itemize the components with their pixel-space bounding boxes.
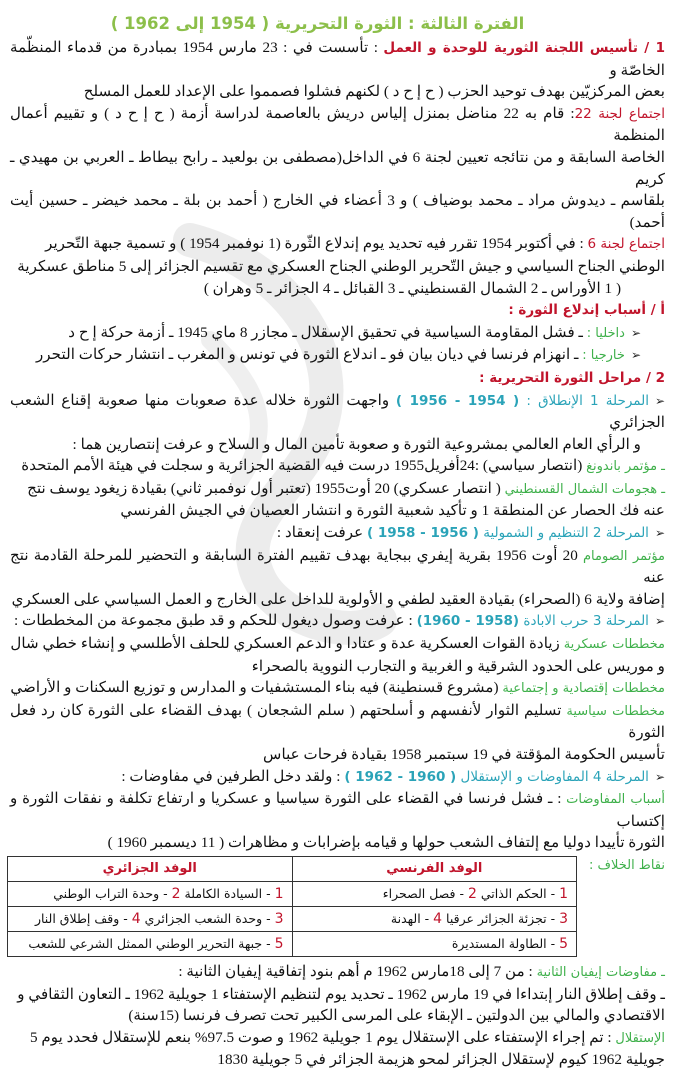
- military-plans-label: مخططات عسكرية: [563, 637, 665, 653]
- stage1-years: ( 1954 - 1956 ): [395, 392, 520, 409]
- point-number: 4: [433, 910, 443, 927]
- causes-heading-line: [10, 299, 665, 322]
- negotiation-reasons-label: أسباب المفاوضات: [566, 792, 665, 808]
- stage4-line: ➢المرحلة 4 المفاوضات و الإستقلال ( 1960 - 1962 ) : ولقد دخل الطرفين في مفاوضات :: [121, 767, 665, 785]
- point-text: - وحدة التراب الوطني: [53, 885, 172, 901]
- arrow-bullet-icon: ➢: [654, 769, 665, 784]
- section1-heading: 1 / تأسيس اللجنة الثورية للوحدة و العمل: [383, 40, 665, 56]
- meeting22-line1: اجتماع لجنة 22: قام به 22 مناضل بمنزل إلياس دريش بالعاصمة لدراسة أزمة ( ح إ ح د ) و تقييم أعمال المنظمة: [10, 104, 665, 145]
- point-number: 5: [274, 935, 284, 952]
- table-row: [8, 906, 577, 931]
- political-plans-line: مخططات سياسية تسليم الثوار لأنفسهم و أسلحتهم ( سلم الشجعان ) بهدف القضاء على الثورة كان رد فعل الثورة: [10, 701, 666, 742]
- table-header-row: [8, 856, 577, 881]
- meeting22-line2: الخاصة السابقة و من نتائجه تعيين لجنة 6 في الداخل(مصطفى بن بولعيد ـ رابح بيطاط ـ العربي بن مهيدي ـ كريم: [10, 148, 665, 188]
- evian-label: ـ مفاوضات إيفيان الثانية: [536, 964, 665, 980]
- bandung-label: ـ مؤتمر باندونغ: [586, 459, 665, 475]
- point-number: 5: [559, 935, 568, 952]
- military-plans-line2: و موريس على الحدود الشرقية و الغربية و التجارب النووية بالصحراء: [251, 657, 665, 675]
- meeting6-line2: الوطني الجناح السياسي و جيش التّحرير الوطني الجناح العسكري مع تقسيم الجزائر إلى 5 مناطق عسكرية: [17, 257, 665, 275]
- external-label: خارجيا :: [582, 348, 625, 364]
- stage3-label: المرحلة 3 حرب الابادة: [519, 613, 649, 630]
- point-number: 3: [559, 910, 568, 927]
- arrow-bullet-icon: ➢: [630, 348, 641, 363]
- soummam-line2: إضافة ولاية 6 (الصحراء) بقيادة العقيد لطفي و الأولوية للداخل على الخارج و العمل السياسي على العسكري: [11, 590, 665, 608]
- point-number: 1: [274, 885, 284, 902]
- point-text: - الحكم الذاتي: [476, 885, 560, 901]
- soummam-label: مؤتمر الصومام: [582, 548, 665, 564]
- algerian-point-cell: [8, 906, 293, 931]
- page-title: الفترة الثالثة : الثورة التحريرية ( 1954 إلى 1962 ): [110, 14, 525, 33]
- north-constantine-line: ـ هجومات الشمال القسنطيني ( انتصار عسكري) 20 أوت1955 (تعتبر أول نوفمبر ثاني) بقيادة زيغود يوسف نتج: [27, 479, 665, 497]
- causes-heading: أ / أسباب إندلاع الثورة :: [508, 302, 665, 319]
- stage3-years: (1958 - 1960): [416, 613, 520, 630]
- bandung-line: ـ مؤتمر باندونغ (انتصار سياسي) :24أفريل1955 درست فيه القضية الجزائرية و سجلت في هيئة الأمم المتحدة: [21, 457, 665, 475]
- independence-label: الإستقلال: [615, 1030, 665, 1046]
- political-plans-line2: تأسيس الحكومة المؤقتة في 19 سبتمبر 1958 بقيادة فرحات عباس: [262, 746, 665, 763]
- point-text: - تجزئة الجزائر عرقيا: [442, 910, 560, 926]
- negotiation-reasons-line: أسباب المفاوضات : ـ فشل فرنسا في القضاء على الثورة سياسيا و عسكريا و ارتفاع تكلفة و نفقات الثورة و إكتساب: [10, 790, 665, 830]
- economic-plans-line: مخططات إقتصادية و إجتماعية (مشروع قسنطينة) فيه بناء المستشفيات و المدارس و توزيع السكنات و الأراضي: [10, 679, 665, 697]
- stage4-label: المرحلة 4 المفاوضات و الإستقلال: [456, 768, 649, 785]
- negotiation-reasons-line2: الثورة تأييدا دوليا مع إلتفاف الشعب حولها و قيامه بإضرابات و مظاهرات ( 11 ديسمبر 1960 ): [107, 834, 665, 852]
- stage2-line: ➢المرحلة 2 التنظيم و الشمولية ( 1956 - 1958 ) عرفت إنعقاد :: [276, 524, 665, 542]
- algerian-point-cell: [8, 881, 293, 906]
- table-row: [8, 931, 577, 956]
- arrow-bullet-icon: ➢: [654, 526, 665, 541]
- disagreement-table: [7, 856, 577, 957]
- point-text: - وحدة الشعب الجزائري: [140, 910, 275, 926]
- meeting6-line3: ( 1 الأوراس ـ 2 الشمال القسنطيني ـ 3 القبائل ـ 4 الجزائر ـ 5 وهران ): [203, 279, 621, 297]
- point-text: - فصل الصحراء: [382, 885, 468, 901]
- point-text: - جبهة التحرير الوطني الممثل الشرعي للشعب: [28, 935, 275, 951]
- north-constantine-label: ـ هجومات الشمال القسنطيني: [504, 481, 665, 497]
- table-row: [8, 881, 577, 906]
- stage1-line2: و الرأي العام العالمي بمشروعية الثورة و صعوبة تأمين المال و السلاح و عرفت إنتصارين هما :: [72, 435, 641, 453]
- point-number: 2: [467, 885, 477, 902]
- independence-line: الإستقلال : تم إجراء الإستفتاء على الإستقلال يوم 1 جويلية 1962 و صوت 97.5% بنعم للإستقلال فحدد يوم 5: [30, 1028, 665, 1046]
- independence-line2: جويلية 1962 كيوم لإستقلال الجزائر لمحو هزيمة الجزائر في 5 جويلية 1830: [217, 1051, 665, 1069]
- stages-heading: 2 / مراحل الثورة التحريرية :: [479, 369, 665, 386]
- french-point-cell: [292, 931, 577, 956]
- point-number: 1: [559, 885, 568, 902]
- disagreement-section: [10, 856, 665, 957]
- header-algerian-delegation: الوفد الجزائري: [8, 856, 293, 881]
- point-text: - الهدنة: [390, 910, 434, 926]
- stage3-line: ➢المرحلة 3 حرب الابادة (1958 - 1960) : عرفت وصول ديغول للحكم و قد طبق مجموعة من المخططات :: [14, 612, 665, 630]
- header-french-delegation: الوفد الفرنسي: [292, 856, 577, 881]
- soummam-line: مؤتمر الصومام 20 أوت 1956 بقرية إيفري ببجاية بهدف تقييم الفترة السابقة و التحضير للمرحلة القادمة نتج عنه: [10, 546, 665, 587]
- arrow-bullet-icon: ➢: [630, 325, 641, 340]
- meeting6-line1: اجتماع لجنة 6 : في أكتوبر 1954 تقرر فيه تحديد يوم إندلاع الثّورة (1 نوفمبر 1954 ) و تسمية جبهة التّحرير: [45, 235, 665, 253]
- arrow-bullet-icon: ➢: [654, 614, 665, 629]
- french-point-cell: [292, 906, 577, 931]
- causes-internal: ➢داخليا : ـ فشل المقاومة السياسية في تحقيق الإسقلال ـ مجازر 8 ماي 1945 ـ أزمة حركة إ ح د: [68, 323, 641, 341]
- french-point-cell: [292, 881, 577, 906]
- evian-line3: الاقتصادي والمالي بين الدولتين ـ الإبقاء على المرسى الكبير تحت تصرف فرنسا (15سنة): [128, 1007, 665, 1025]
- algerian-point-cell: [8, 931, 293, 956]
- disagreement-label: نقاط الخلاف :: [588, 857, 665, 873]
- stage2-label: المرحلة 2 التنظيم و الشمولية: [478, 525, 649, 542]
- evian-line2: ـ وقف إطلاق النار إبتداءا في 19 مارس 1962 ـ تحديد يوم لتنظيم الإستفتاء 1 جويلية 1962 ـ التعاون الثقافي و: [17, 985, 665, 1003]
- arrow-bullet-icon: ➢: [654, 393, 666, 408]
- point-text: - الطاولة المستديرة: [451, 935, 560, 951]
- point-number: 2: [171, 885, 181, 902]
- meeting22-label: اجتماع لجنة 22: [574, 105, 665, 122]
- military-plans-line: مخططات عسكرية زيادة القوات العسكرية عدة و عتادا و الدعم العسكري للحلف الأطلسي و إنشاء خطي شال: [10, 635, 665, 653]
- political-plans-label: مخططات سياسية: [566, 703, 666, 719]
- section1-line2: بعض المركزيّين بهدف توحيد الحزب ( ح إ ح د ) لكنهم فشلوا فصمموا على الإعداد للعمل المسلح: [83, 83, 665, 101]
- stage4-years: ( 1960 - 1962 ): [344, 768, 457, 785]
- internal-label: داخليا :: [586, 325, 625, 341]
- document-page: [10, 14, 665, 1071]
- point-text: - السيادة الكاملة: [180, 885, 275, 901]
- stage1-line1: ➢المرحلة 1 الإنطلاق : ( 1954 - 1956 ) واجهت الثورة خلاله عدة صعوبات منها صعوبة إقناع الشعب الجزائري: [10, 391, 666, 432]
- causes-external: ➢خارجيا : ـ انهزام فرنسا في ديان بيان فو ـ اندلاع الثورة في تونس و المغرب ـ انتشار حركات التحرر: [35, 346, 641, 364]
- stage1-label: المرحلة 1 الإنطلاق :: [519, 392, 649, 409]
- north-constantine-line2: عنه فك الحصار عن المنطقة 1 و تأكيد شعبية الثورة و انتشار العصيان في الجيش الفرنسي: [120, 502, 665, 520]
- meeting22-line3: بلقاسم ـ ديدوش مراد ـ محمد بوضياف ) و 3 أعضاء في الخارج ( أحمد بن بلة ـ محمد خيضر ـ حسين أيت أحمد): [10, 192, 666, 231]
- evian-line: ـ مفاوضات إيفيان الثانية : من 7 إلى 18مارس 1962 م أهم بنود إتفاقية إيفيان الثانية :: [178, 962, 665, 980]
- stages-heading-line: [10, 367, 665, 390]
- point-number: 4: [131, 910, 141, 927]
- section1-line1: 1 / تأسيس اللجنة الثورية للوحدة و العمل : تأسست في : 23 مارس 1954 بمبادرة من قدماء المنظّمة الخاصّة و: [10, 39, 665, 79]
- point-number: 3: [274, 910, 284, 927]
- meeting6-label: اجتماع لجنة 6: [587, 236, 665, 253]
- stage2-years: ( 1956 - 1958 ): [367, 525, 479, 542]
- point-text: - وقف إطلاق النار: [34, 910, 132, 926]
- economic-plans-label: مخططات إقتصادية و إجتماعية: [502, 681, 665, 697]
